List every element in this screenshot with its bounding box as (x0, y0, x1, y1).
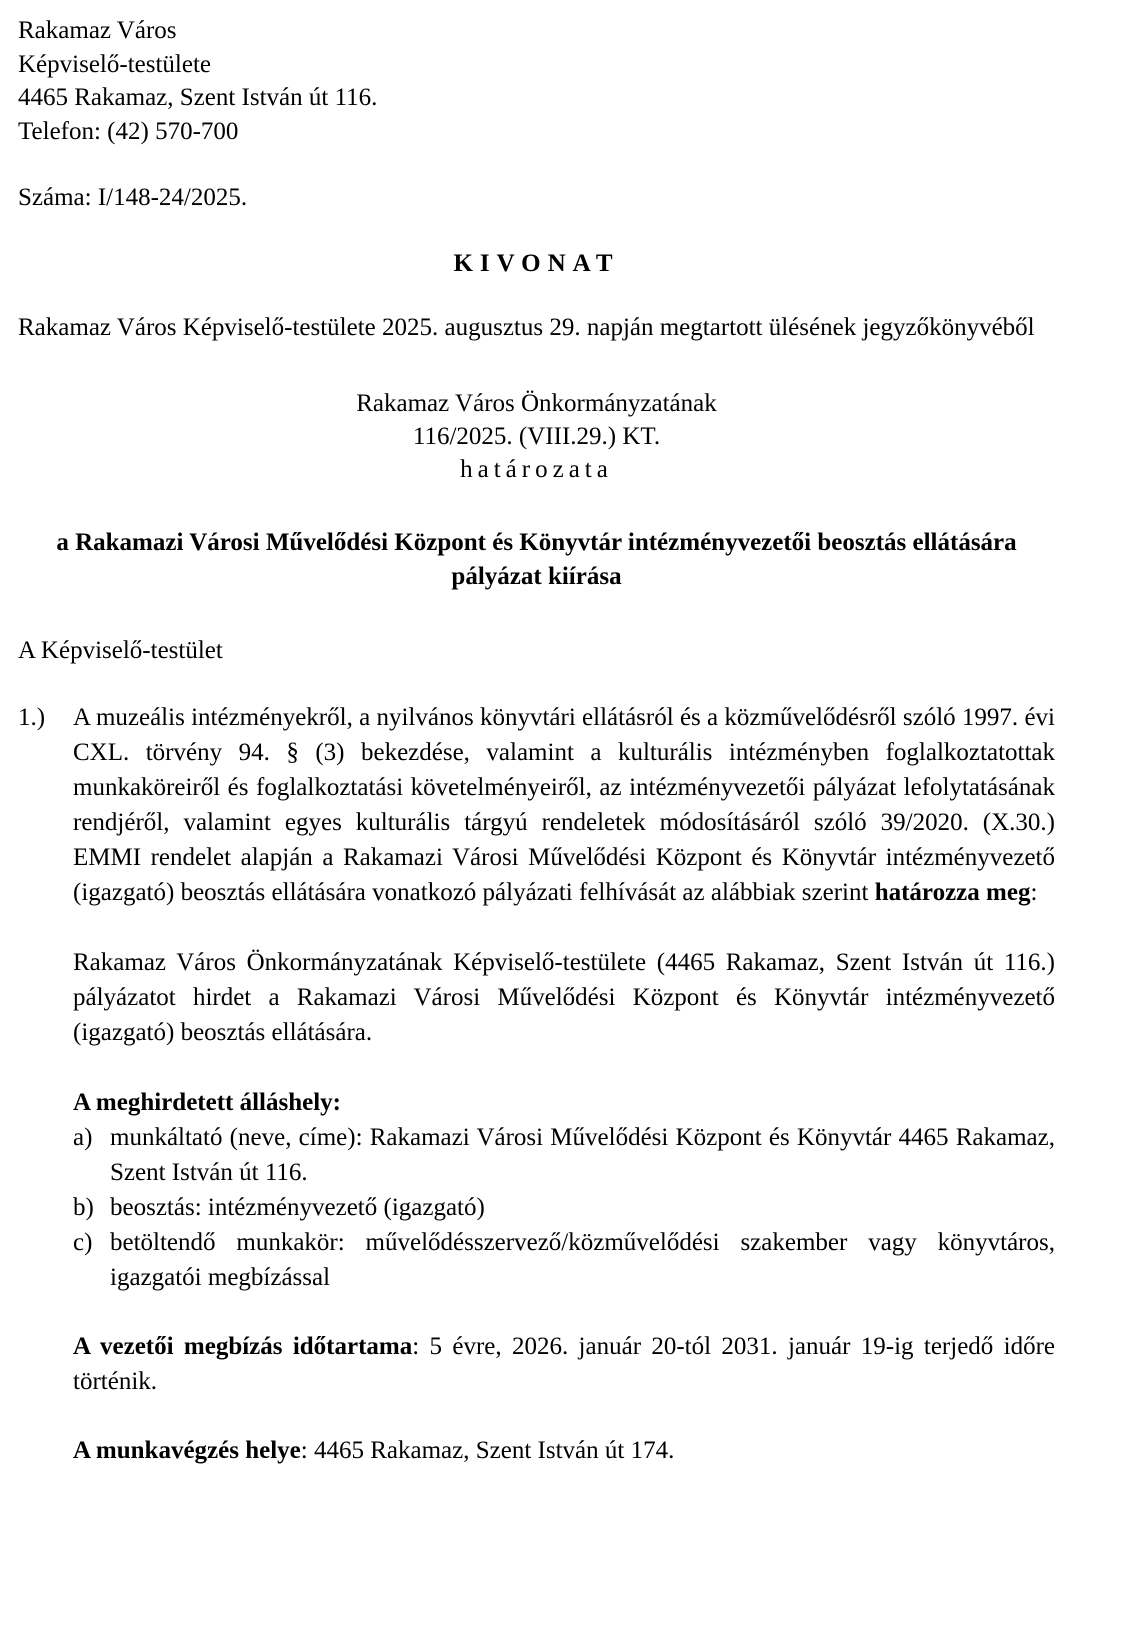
letterhead (18, 14, 1055, 148)
list-item (73, 1120, 1055, 1190)
letterhead-line-body: Képviselő-testülete (18, 50, 211, 78)
resolution-word: határozata (460, 455, 613, 483)
clause-1-paragraph-1 (73, 700, 1055, 910)
assignment-term-value: : 5 évre, 2026. január 20-tól 2031. január 19-ig terjedő időre történik. (73, 1332, 1055, 1395)
list-item-marker: c) (73, 1228, 93, 1256)
work-location-paragraph (73, 1433, 1055, 1468)
letterhead-line-address: 4465 Rakamaz, Szent István út 116. (18, 84, 378, 111)
body-lead: A Képviselő-testület (18, 636, 223, 664)
assignment-term-paragraph (73, 1329, 1055, 1399)
clause-1 (18, 700, 1055, 1468)
resolution-number: 116/2025. (VIII.29.) KT. (412, 422, 661, 450)
work-location-value: : 4465 Rakamaz, Szent István út 174. (300, 1436, 675, 1464)
minutes-intro: Rakamaz Város Képviselő-testülete 2025. augusztus 29. napján megtartott ülésének jegyzőkönyvéből (18, 313, 1035, 341)
letterhead-line-phone: Telefon: (42) 570-700 (18, 117, 239, 145)
clause-1-text-before-bold: A muzeális intézményekről, a nyilvános könyvtári ellátásról és a közművelődésről szóló 1997. évi CXL. törvény 94. § (3) bekezdése, valamint a kulturális intézményben foglalkoztatottak munkaköreiről és foglalkoztatási követelményeiről, az intézményvezetői pályázat lefolytatásának rendjéről, valamint egyes kulturális tárgyú rendeletek módosításáról szóló 39/2020. (X.30.) EMMI rendelet alapján a Rakamazi Városi Művelődési Központ és Könyvtár intézményvezető (igazgató) beosztás ellátására vonatkozó pályázati felhívását az alábbiak szerint (73, 703, 1055, 906)
list-item (73, 1225, 1055, 1295)
assignment-term-label: A vezetői megbízás időtartama (73, 1332, 413, 1360)
clause-1-bold-decides: határozza meg (874, 878, 1031, 906)
clause-1-text-after-bold: : (1030, 878, 1038, 906)
document-type-title: KIVONAT (453, 249, 620, 277)
list-item-label: beosztás: intézményvezető (igazgató) (110, 1193, 485, 1221)
list-item-marker: b) (73, 1193, 94, 1221)
clause-1-marker: 1.) (18, 703, 46, 731)
resolution-identifier (18, 387, 1055, 486)
list-item-label: munkáltató (neve, címe): Rakamazi Városi Művelődési Központ és Könyvtár 4465 Rakamaz, Szent István út 116. (110, 1123, 1055, 1186)
work-location-label: A munkavégzés helye (73, 1436, 301, 1464)
clause-1-paragraph-2: Rakamaz Város Önkormányzatának Képviselő-testülete (4465 Rakamaz, Szent István út 116.) pályázatot hirdet a Rakamazi Városi Művelődési Központ és Könyvtár intézményvezető (igazgató) beosztás ellátására. (73, 948, 1055, 1046)
letterhead-line-municipality: Rakamaz Város (18, 17, 177, 44)
job-posting-heading: A meghirdetett álláshely: (73, 1088, 342, 1116)
page-title: a Rakamazi Városi Művelődési Központ és Könyvtár intézményvezetői beosztás ellátására pályázat kiírása (56, 528, 1017, 590)
job-details-list (73, 1120, 1055, 1295)
list-item-marker: a) (73, 1123, 93, 1151)
case-number: Száma: I/148-24/2025. (18, 184, 248, 211)
list-item (73, 1190, 1055, 1225)
list-item-label: betöltendő munkakör: művelődésszervező/közművelődési szakember vagy könyvtáros, igazgatói megbízással (110, 1228, 1055, 1291)
resolution-authority: Rakamaz Város Önkormányzatának (356, 389, 717, 417)
